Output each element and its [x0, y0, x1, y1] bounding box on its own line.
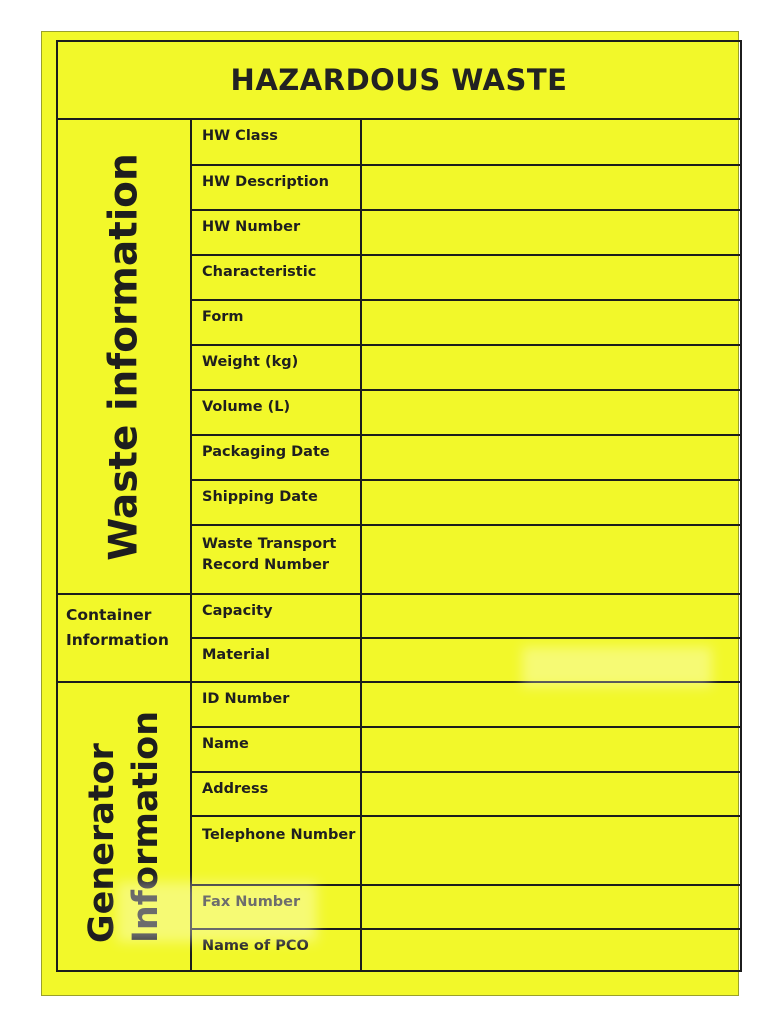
field-label-hw-class: HW Class — [192, 120, 362, 164]
field-row — [192, 773, 740, 817]
label-table — [56, 40, 742, 972]
field-row — [192, 346, 740, 391]
field-label-hw-number: HW Number — [192, 211, 362, 254]
field-value-packaging-date[interactable] — [362, 436, 740, 479]
field-label-waste-transport-record-number: Waste Transport Record Number — [192, 526, 362, 595]
generator-heading-line-1: Generator — [82, 742, 122, 943]
waste-information-heading-cell — [58, 120, 192, 593]
field-value-id-number[interactable] — [362, 683, 740, 726]
field-label-name: Name — [192, 728, 362, 771]
field-value-form[interactable] — [362, 301, 740, 344]
field-value-telephone-number[interactable] — [362, 817, 740, 884]
field-value-characteristic[interactable] — [362, 256, 740, 299]
field-row — [192, 120, 740, 166]
waste-information-section — [58, 120, 740, 595]
container-heading-line-2: Information — [66, 631, 169, 649]
field-row — [192, 526, 740, 595]
field-row — [192, 211, 740, 256]
field-row — [192, 256, 740, 301]
container-information-heading-cell — [58, 595, 192, 681]
field-row — [192, 728, 740, 773]
generator-heading-line-2: Information — [126, 710, 166, 943]
field-value-name[interactable] — [362, 728, 740, 771]
field-value-capacity[interactable] — [362, 595, 740, 637]
field-label-form: Form — [192, 301, 362, 344]
field-value-waste-transport-record-number[interactable] — [362, 526, 740, 595]
field-value-hw-number[interactable] — [362, 211, 740, 254]
label-title: HAZARDOUS WASTE — [230, 63, 568, 97]
container-information-heading — [66, 603, 169, 653]
field-label-name-of-pco: Name of PCO — [192, 930, 362, 970]
field-row — [192, 481, 740, 526]
field-label-shipping-date: Shipping Date — [192, 481, 362, 524]
hazardous-waste-label — [41, 31, 739, 996]
field-label-weight: Weight (kg) — [192, 346, 362, 389]
field-row — [192, 391, 740, 436]
field-label-characteristic: Characteristic — [192, 256, 362, 299]
field-label-address: Address — [192, 773, 362, 815]
field-value-address[interactable] — [362, 773, 740, 815]
field-label-volume: Volume (L) — [192, 391, 362, 434]
field-value-volume[interactable] — [362, 391, 740, 434]
field-value-fax-number[interactable] — [362, 886, 740, 928]
waste-information-fields — [192, 120, 740, 593]
field-value-hw-description[interactable] — [362, 166, 740, 209]
field-row — [192, 817, 740, 886]
field-label-material: Material — [192, 639, 362, 683]
field-row — [192, 595, 740, 639]
field-value-name-of-pco[interactable] — [362, 930, 740, 970]
title-cell — [58, 42, 740, 120]
glare — [117, 882, 317, 942]
field-label-packaging-date: Packaging Date — [192, 436, 362, 479]
field-label-hw-description: HW Description — [192, 166, 362, 209]
field-row — [192, 301, 740, 346]
field-label-fax-number: Fax Number — [192, 886, 362, 928]
glare — [522, 647, 712, 687]
field-value-shipping-date[interactable] — [362, 481, 740, 524]
field-row — [192, 436, 740, 481]
field-label-capacity: Capacity — [192, 595, 362, 637]
field-label-id-number: ID Number — [192, 683, 362, 726]
field-row — [192, 683, 740, 728]
container-heading-line-1: Container — [66, 606, 152, 624]
field-row — [192, 166, 740, 211]
field-label-telephone-number: Telephone Number — [192, 817, 362, 884]
field-value-weight[interactable] — [362, 346, 740, 389]
waste-information-heading: Waste information — [101, 152, 147, 561]
field-value-hw-class[interactable] — [362, 120, 740, 164]
